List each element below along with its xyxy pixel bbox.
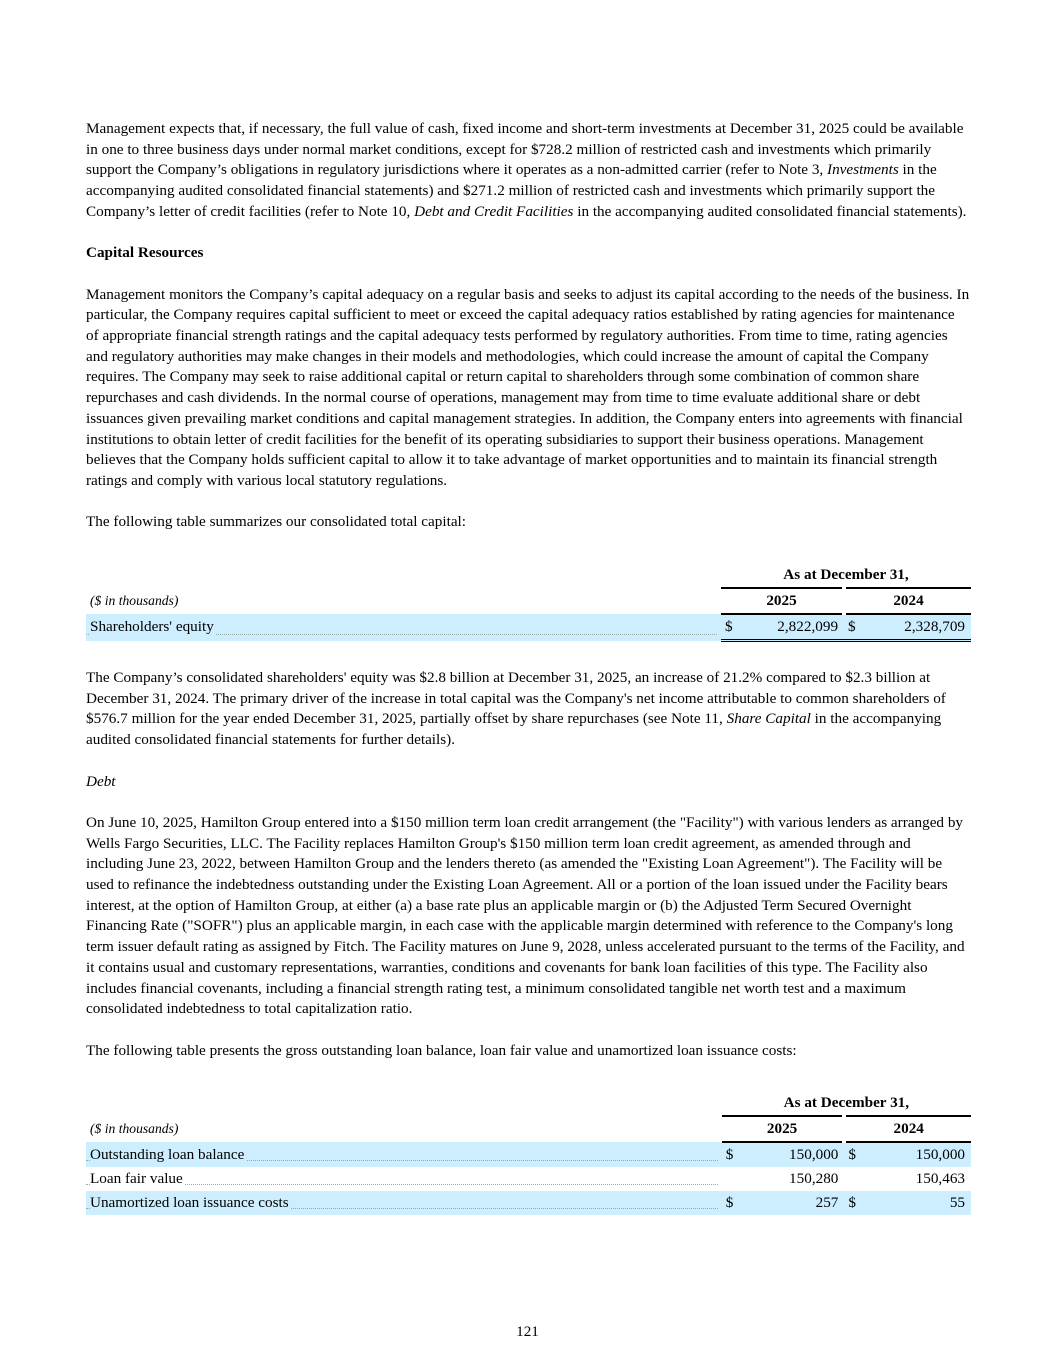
currency-symbol: [722, 1167, 740, 1191]
equity-paragraph: [86, 668, 971, 751]
value-2024: 150,000: [915, 1146, 965, 1164]
year-2025-header: 2025: [721, 588, 844, 614]
loan-table-intro: The following table presents the gross outstanding loan balance, loan fair value and unamortized loan issuance costs:: [86, 1041, 797, 1059]
capital-table-header: As at December 31,: [721, 563, 971, 588]
italic-run: Share Capital: [726, 710, 811, 728]
italic-run: Debt and Credit Facilities: [414, 202, 574, 220]
liquidity-paragraph: [86, 119, 971, 223]
year-2025-header: 2025: [722, 1116, 845, 1142]
year-2024-header: 2024: [844, 1116, 971, 1142]
value-2025: 150,000: [789, 1146, 839, 1164]
value-2025: 257: [815, 1194, 839, 1212]
row-label: Outstanding loan balance: [90, 1145, 245, 1163]
capital-table-intro: The following table summarizes our consolidated total capital:: [86, 513, 466, 531]
value-2024: 55: [949, 1194, 965, 1212]
document-page: [86, 119, 971, 1215]
currency-symbol: $: [844, 614, 862, 641]
currency-symbol: $: [725, 1146, 734, 1164]
currency-symbol: $: [848, 1194, 856, 1212]
text-run: in the accompanying audited consolidated financial statements for further details).: [86, 710, 942, 749]
italic-run: Investments: [827, 161, 899, 179]
value-2024: 150,463: [915, 1170, 965, 1188]
capital-resources-heading: Capital Resources: [86, 244, 204, 262]
value-2025: 150,280: [789, 1170, 839, 1188]
year-2024-header: 2024: [844, 588, 971, 614]
row-label: Loan fair value: [90, 1170, 183, 1188]
capital-table: [86, 563, 971, 642]
units-label: ($ in thousands): [90, 1121, 179, 1137]
currency-symbol: $: [721, 614, 739, 641]
currency-symbol: [844, 1167, 862, 1191]
row-label: Unamortized loan issuance costs: [90, 1194, 289, 1212]
table-row: [86, 1167, 971, 1191]
table-row: [86, 1142, 971, 1167]
loan-table: [86, 1091, 971, 1215]
table-row: [86, 614, 971, 641]
text-run: in the accompanying audited consolidated financial statements) and $271.2 million of restricted cash and investments which primarily support the Company’s letter of credit facilities (refer to Note 10,: [86, 161, 937, 220]
page-number: 121: [516, 1323, 539, 1340]
capital-resources-paragraph: Management monitors the Company’s capital adequacy on a regular basis and seeks to adjust its capital according to the needs of the business. In particular, the Company requires capital sufficient to meet or exceed the capital adequacy ratios established by rating agencies for maintenance of appropriate financial strength ratings and the capital adequacy tests performed by regulatory authorities. From time to time, rating agencies and regulatory authorities may make changes in their models and methodologies, which could increase the amount of capital the Company requires. The Company may seek to raise additional capital or return capital to shareholders through some combination of common share repurchases and cash dividends. In the normal course of operations, management may from time to time evaluate additional share or debt issuances given prevailing market conditions and capital management strategies. In addition, the Company enters into agreements with financial institutions to obtain letter of credit facilities for the benefit of its operating subsidiaries to support their business operations. Management believes that the Company holds sufficient capital to allow it to take advantage of market opportunities and to maintain its financial strength ratings and comply with various local statutory regulations.: [86, 285, 970, 489]
debt-heading: Debt: [86, 772, 116, 790]
row-label: Shareholders' equity: [90, 618, 214, 636]
loan-table-header: As at December 31,: [722, 1091, 971, 1116]
table-row: [86, 1191, 971, 1215]
text-run: Management expects that, if necessary, the full value of cash, fixed income and short-term investments at December 31, 2025 could be available in one to three business days under normal market conditions, except for $728.2 million of restricted cash and investments which primarily support the Company’s obligations in regulatory jurisdictions where it operates as a non-admitted carrier (refer to Note 3,: [86, 120, 964, 179]
value-2024: 2,328,709: [862, 614, 971, 641]
text-run: The Company’s consolidated shareholders' equity was $2.8 billion at December 31, 2025, an increase of 21.2% compared to $2.3 billion at December 31, 2024. The primary driver of the increase in total capital was the Company's net income attributable to common shareholders of $576.7 million for the year ended December 31, 2025, partially offset by share repurchases (see Note 11,: [86, 669, 946, 728]
text-run: in the accompanying audited consolidated financial statements).: [573, 202, 967, 220]
value-2025: 2,822,099: [739, 614, 844, 641]
debt-paragraph: On June 10, 2025, Hamilton Group entered into a $150 million term loan credit arrangement (the "Facility") with various lenders as arranged by Wells Fargo Securities, LLC. The Facility replaces Hamilton Group's $150 million term loan credit agreement, as amended through and including June 23, 2022, between Hamilton Group and the lenders thereto (as amended the "Existing Loan Agreement"). The Facility will be used to refinance the indebtedness outstanding under the Existing Loan Agreement. All or a portion of the loan issued under the Facility bears interest, at the option of Hamilton Group, at either (a) a base rate plus an applicable margin or (b) the Adjusted Term Secured Overnight Financing Rate ("SOFR") plus an applicable margin, in each case with the applicable margin determined with reference to the Company's long term issuer default rating as assigned by Fitch. The Facility matures on June 9, 2028, unless accelerated pursuant to the terms of the Facility, and it contains usual and customary representations, warranties, conditions and covenants for bank loan facilities of this type. The Facility also includes financial covenants, including a financial strength rating test, a minimum consolidated tangible net worth test and a maximum consolidated indebtedness to total capitalization ratio.: [86, 813, 965, 1018]
units-label: ($ in thousands): [90, 593, 179, 609]
currency-symbol: $: [848, 1146, 856, 1164]
currency-symbol: $: [725, 1194, 734, 1212]
